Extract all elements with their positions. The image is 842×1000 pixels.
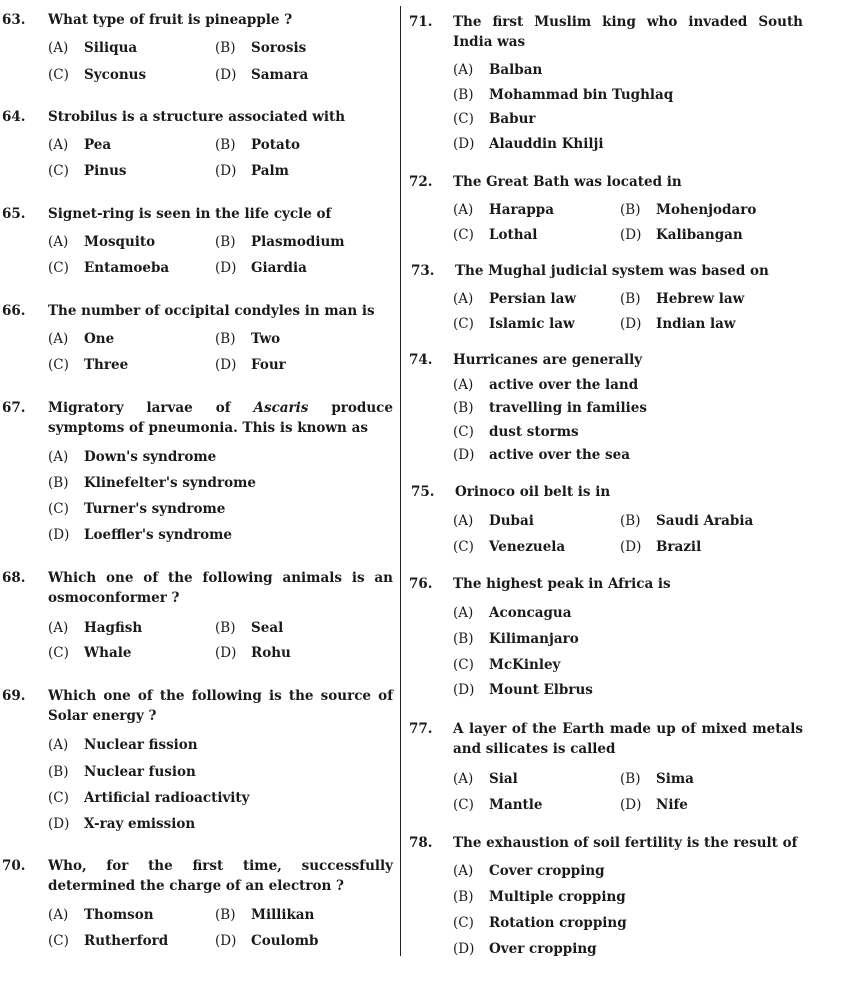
question-number: 71.	[409, 14, 433, 30]
question-number: 73.	[411, 263, 435, 279]
option-b: (B) Kilimanjaro	[453, 631, 579, 647]
question-text: Who, for the first time, successfully determined the charge of an electron ?	[48, 858, 393, 894]
option-c: (C) Rutherford	[48, 933, 169, 949]
option-b: (B) Saudi Arabia	[620, 513, 754, 529]
option-a: (A) Hagfish	[48, 620, 143, 636]
option-c: (C) dust storms	[453, 424, 579, 440]
option-d: (D) Nife	[620, 797, 688, 813]
question-number: 74.	[409, 352, 433, 368]
option-b: (B) Sorosis	[215, 40, 307, 56]
option-a: (A) Down's syndrome	[48, 449, 217, 465]
option-c: (C) Whale	[48, 645, 132, 661]
question-stem	[409, 833, 803, 853]
question-text: Which one of the following animals is an osmoconformer ?	[48, 570, 393, 606]
option-b: (B) Hebrew law	[620, 291, 745, 307]
question-78	[409, 833, 803, 957]
option-a: (A) Dubai	[453, 513, 534, 529]
option-a: (A) Harappa	[453, 202, 554, 218]
question-stem	[409, 719, 803, 759]
option-b: (B) Klinefelter's syndrome	[48, 475, 256, 491]
question-74	[409, 350, 803, 463]
option-d: (D) Mount Elbrus	[453, 682, 593, 698]
question-76	[409, 574, 803, 698]
question-66	[2, 301, 393, 373]
question-63	[2, 10, 393, 83]
question-stem	[409, 350, 803, 370]
option-a: (A) One	[48, 331, 115, 347]
option-b: (B) Seal	[215, 620, 284, 636]
question-65	[2, 204, 393, 276]
question-number: 65.	[2, 206, 26, 222]
question-71	[409, 12, 803, 152]
option-d: (D) Over cropping	[453, 941, 597, 957]
option-c: (C) Islamic law	[453, 316, 575, 332]
option-a: (A) active over the land	[453, 377, 639, 393]
option-d: (D) Giardia	[215, 260, 307, 276]
option-b: (B) Mohammad bin Tughlaq	[453, 87, 674, 103]
question-73	[411, 261, 803, 332]
question-number: 66.	[2, 303, 26, 319]
question-stem	[2, 398, 393, 438]
question-68	[2, 568, 393, 661]
option-c: (C) Venezuela	[453, 539, 566, 555]
option-c: (C) McKinley	[453, 657, 561, 673]
option-a: (A) Persian law	[453, 291, 576, 307]
question-72	[409, 172, 803, 243]
option-c: (C) Entamoeba	[48, 260, 170, 276]
option-a: (A) Thomson	[48, 907, 154, 923]
question-number: 75.	[411, 484, 435, 500]
option-d: (D) Rohu	[215, 645, 291, 661]
question-stem	[409, 574, 803, 594]
option-c: (C) Syconus	[48, 67, 147, 83]
option-c: (C) Babur	[453, 111, 536, 127]
question-text: Migratory larvae of Ascaris produce symptoms of pneumonia. This is known as	[48, 400, 393, 436]
option-d: (D) Loeffler's syndrome	[48, 527, 232, 543]
option-a: (A) Nuclear fission	[48, 737, 198, 753]
option-a: (A) Aconcagua	[453, 605, 572, 621]
question-text: Orinoco oil belt is in	[455, 484, 611, 500]
question-stem	[2, 204, 393, 224]
option-a: (A) Mosquito	[48, 234, 156, 250]
option-a: (A) Sial	[453, 771, 518, 787]
question-text: The highest peak in Africa is	[453, 576, 671, 592]
option-c: (C) Rotation cropping	[453, 915, 627, 931]
column-divider	[400, 6, 401, 956]
question-number: 77.	[409, 721, 433, 737]
option-d: (D) Coulomb	[215, 933, 319, 949]
question-stem	[2, 107, 393, 127]
option-b: (B) Two	[215, 331, 281, 347]
italic-species-name: Ascaris	[253, 400, 309, 416]
option-d: (D) Palm	[215, 163, 289, 179]
question-number: 68.	[2, 570, 26, 586]
option-b: (B) Potato	[215, 137, 301, 153]
question-number: 67.	[2, 400, 26, 416]
option-c: (C) Turner's syndrome	[48, 501, 226, 517]
question-text: What type of fruit is pineapple ?	[48, 12, 293, 28]
question-67	[2, 398, 393, 543]
question-stem	[411, 482, 803, 502]
question-70	[2, 856, 393, 949]
option-d: (D) Brazil	[620, 539, 702, 555]
question-text: The exhaustion of soil fertility is the result of	[453, 835, 798, 851]
option-b: (B) Millikan	[215, 907, 315, 923]
question-number: 70.	[2, 858, 26, 874]
question-text: Hurricanes are generally	[453, 352, 643, 368]
question-stem	[411, 261, 803, 281]
question-text: Which one of the following is the source of Solar energy ?	[48, 688, 393, 724]
question-77	[409, 719, 803, 813]
option-d: (D) X-ray emission	[48, 816, 196, 832]
question-number: 78.	[409, 835, 433, 851]
question-text: The number of occipital condyles in man is	[48, 303, 375, 319]
question-69	[2, 686, 393, 832]
option-d: (D) Four	[215, 357, 286, 373]
question-75	[411, 482, 803, 555]
question-stem	[409, 172, 803, 192]
question-number: 69.	[2, 688, 26, 704]
question-stem	[2, 856, 393, 896]
question-text: The Great Bath was located in	[453, 174, 682, 190]
question-text: The first Muslim king who invaded South India was	[453, 14, 803, 50]
question-number: 72.	[409, 174, 433, 190]
question-number: 76.	[409, 576, 433, 592]
option-b: (B) Mohenjodaro	[620, 202, 757, 218]
option-b: (B) Sima	[620, 771, 694, 787]
option-b: (B) Multiple cropping	[453, 889, 626, 905]
option-d: (D) Alauddin Khilji	[453, 136, 604, 152]
option-d: (D) active over the sea	[453, 447, 630, 463]
question-stem	[2, 301, 393, 321]
question-64	[2, 107, 393, 179]
option-c: (C) Mantle	[453, 797, 543, 813]
option-b: (B) Plasmodium	[215, 234, 345, 250]
question-stem	[2, 10, 393, 30]
option-a: (A) Siliqua	[48, 40, 138, 56]
option-a: (A) Cover cropping	[453, 863, 605, 879]
question-number: 64.	[2, 109, 26, 125]
option-c: (C) Lothal	[453, 227, 538, 243]
option-c: (C) Pinus	[48, 163, 127, 179]
option-d: (D) Samara	[215, 67, 309, 83]
question-stem	[409, 12, 803, 52]
option-d: (D) Kalibangan	[620, 227, 743, 243]
option-b: (B) travelling in families	[453, 400, 647, 416]
option-a: (A) Pea	[48, 137, 112, 153]
option-c: (C) Artificial radioactivity	[48, 790, 250, 806]
question-text: Strobilus is a structure associated with	[48, 109, 346, 125]
question-text: The Mughal judicial system was based on	[455, 263, 769, 279]
question-text: A layer of the Earth made up of mixed metals and silicates is called	[453, 721, 803, 757]
question-stem	[2, 568, 393, 608]
option-b: (B) Nuclear fusion	[48, 764, 196, 780]
question-text: Signet-ring is seen in the life cycle of	[48, 206, 332, 222]
option-d: (D) Indian law	[620, 316, 736, 332]
question-stem	[2, 686, 393, 726]
question-number: 63.	[2, 12, 26, 28]
option-a: (A) Balban	[453, 62, 543, 78]
option-c: (C) Three	[48, 357, 129, 373]
